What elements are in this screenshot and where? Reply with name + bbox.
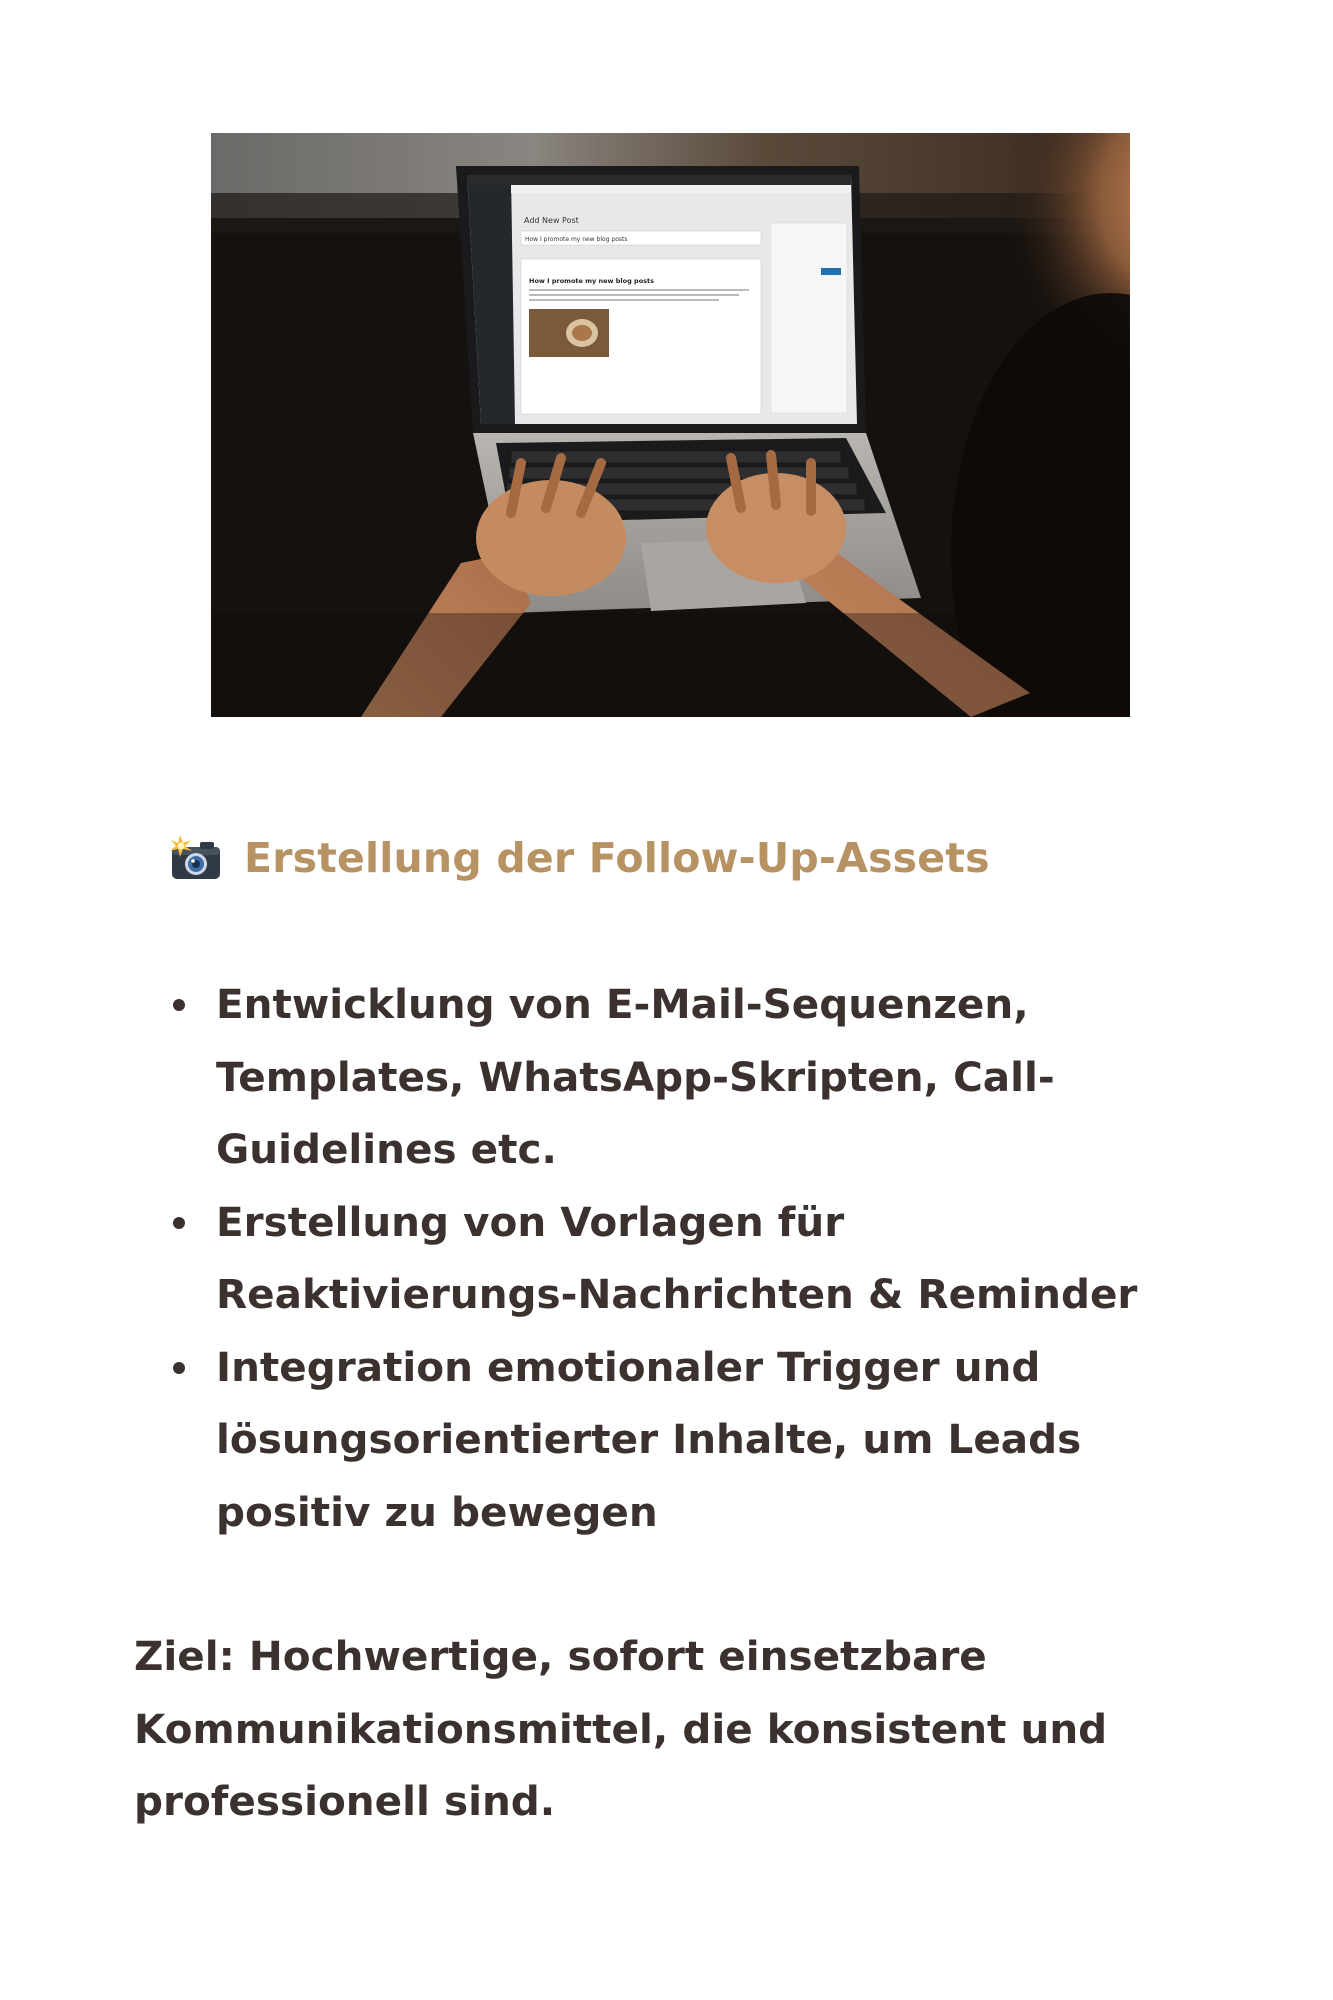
screen-admin-heading: Add New Post (524, 216, 579, 225)
section-heading (170, 828, 990, 888)
hero-photo (211, 133, 1130, 717)
list-item: Entwicklung von E-Mail-Sequenzen, Templates, WhatsApp-Skripten, Call-Guidelines etc. (170, 968, 1210, 1186)
section-title: Erstellung der Follow-Up-Assets (244, 834, 990, 882)
screen-post-heading: How I promote my new blog posts (529, 277, 654, 285)
list-item: Integration emotionaler Trigger und lösungsorientierter Inhalte, um Leads positiv zu bewegen (170, 1331, 1210, 1549)
camera-flash-icon (170, 835, 222, 881)
bullet-list (170, 968, 1210, 1548)
screen-post-title: How I promote my new blog posts (525, 236, 628, 243)
list-item: Erstellung von Vorlagen für Reaktivierungs-Nachrichten & Reminder (170, 1186, 1210, 1331)
goal-statement: Ziel: Hochwertige, sofort einsetzbare Kommunikationsmittel, die konsistent und professionell sind. (134, 1632, 1108, 1825)
